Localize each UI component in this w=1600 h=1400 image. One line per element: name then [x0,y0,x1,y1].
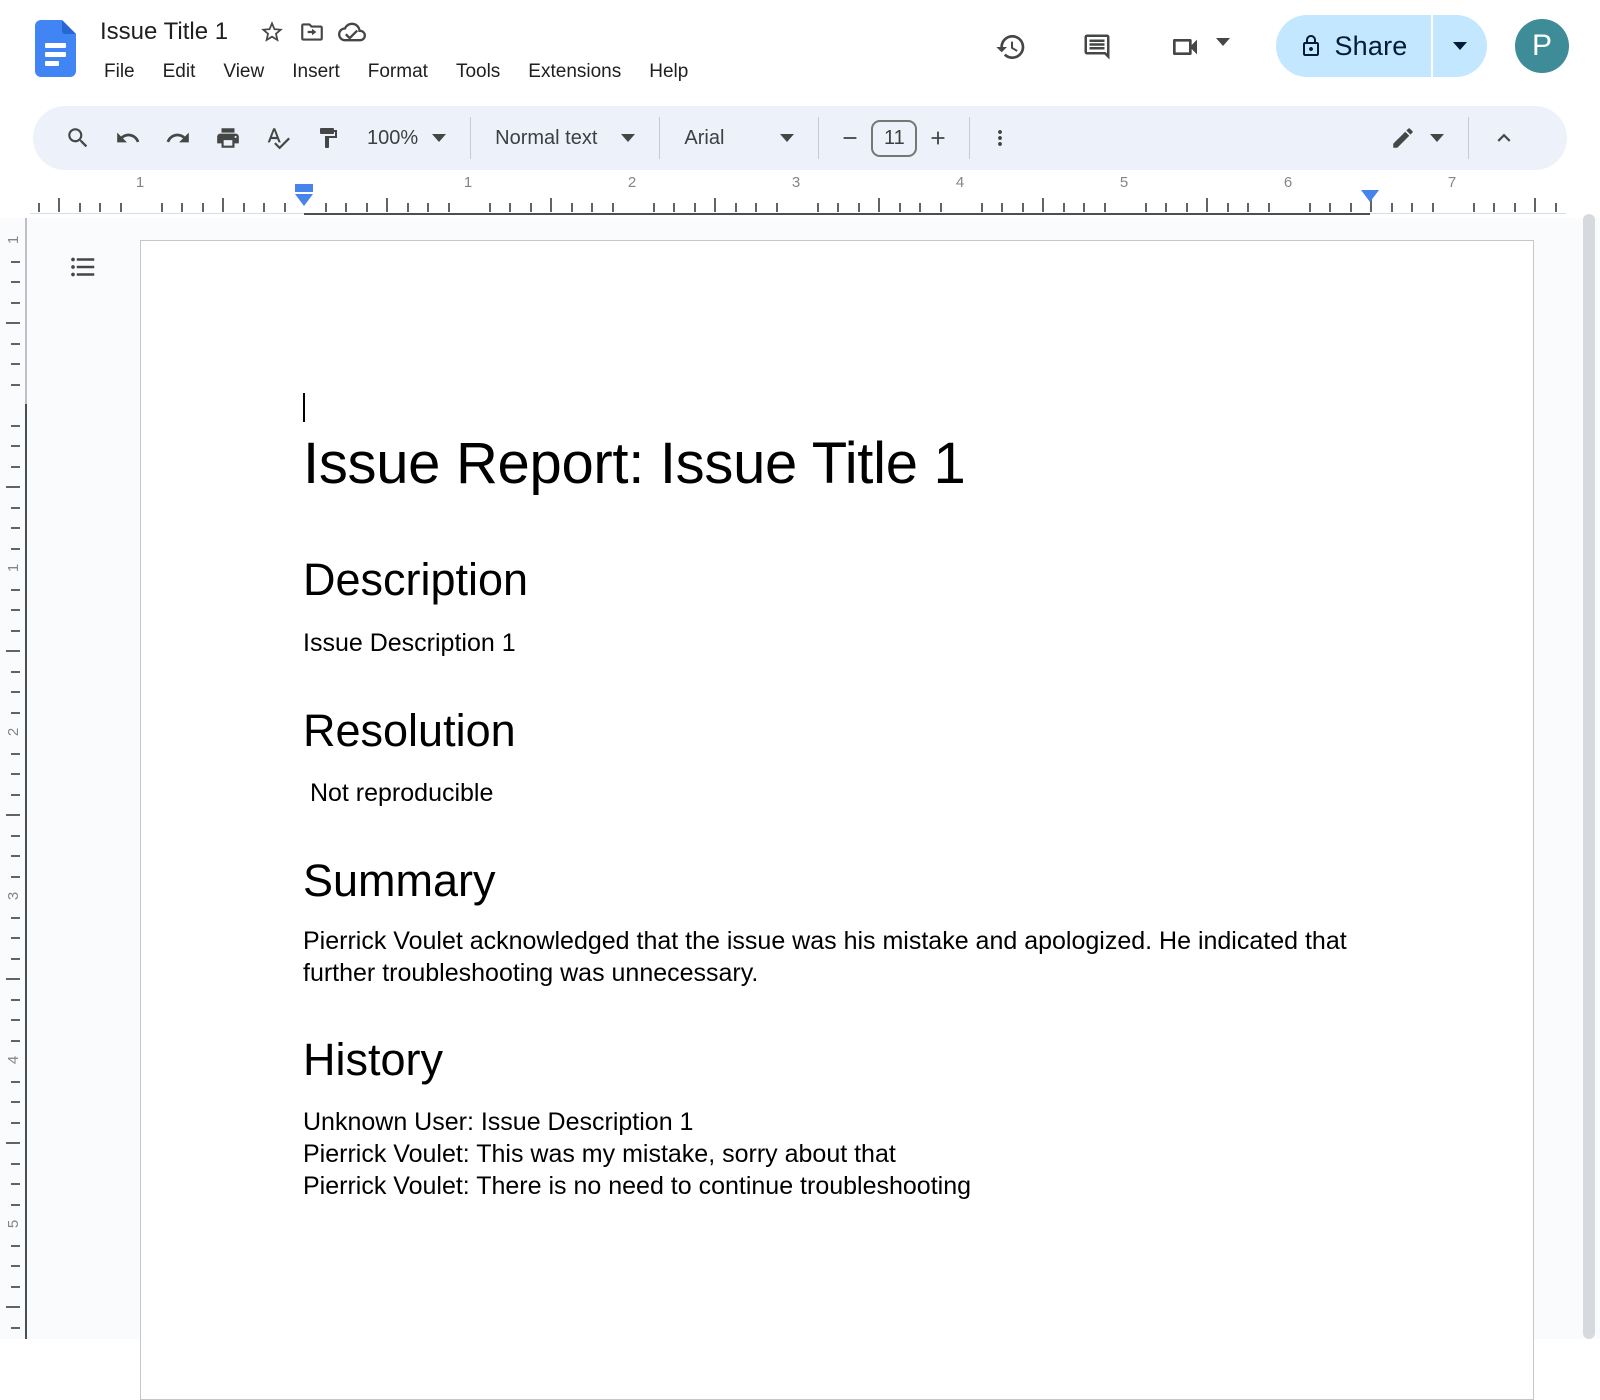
ruler-tick [99,203,101,212]
zoom-select[interactable] [353,113,460,163]
ruler-tick [6,486,20,488]
ruler-tick [1555,203,1557,212]
ruler-tick [161,203,163,212]
ruler-tick [11,1081,20,1083]
ruler-tick [263,203,265,212]
ruler-tick [79,203,81,212]
ruler-tick [11,1245,20,1247]
ruler-tick [325,203,327,212]
font-family-value: Arial [684,126,725,149]
ruler-number: 5 [6,1216,22,1232]
section-heading-description: Description [303,553,529,605]
ruler-tick [386,198,388,212]
share-button-label: Share [1334,30,1408,61]
ruler-number: 3 [787,174,805,192]
section-heading-resolution: Resolution [303,705,516,757]
empty-paragraph [303,391,1371,425]
vertical-ruler-margin-line [25,404,27,1339]
ruler-tick [1042,198,1044,212]
paragraph-style-value: Normal text [495,126,598,149]
meet-video-icon[interactable] [1162,24,1208,70]
paint-format-icon[interactable] [303,113,353,163]
ruler-tick [38,203,40,212]
ruler-tick [11,425,20,427]
section-body-resolution: Not reproducible [303,779,494,808]
ruler-tick [11,261,20,263]
ruler-tick [11,1265,20,1267]
move-folder-icon[interactable] [292,12,332,52]
toolbar-separator [1468,117,1469,159]
menu-extensions[interactable]: Extensions [528,61,622,82]
pencil-mode-icon [1390,125,1416,151]
menubar [90,54,702,90]
ruler-tick [11,1122,20,1124]
redo-icon[interactable] [153,113,203,163]
docs-logo-icon[interactable] [35,20,76,77]
zoom-caret-icon [432,134,446,142]
ruler-tick [1001,203,1003,212]
ruler-number: 1 [131,174,149,192]
ruler-number: 1 [6,232,22,248]
ruler-tick [1063,203,1065,212]
ruler-tick [1350,203,1352,212]
ruler-tick [11,466,20,468]
ruler-tick [1145,203,1147,212]
ruler-tick [6,650,20,652]
text-cursor [303,393,305,422]
comments-icon[interactable] [1074,24,1120,70]
ruler-tick [1514,203,1516,212]
ruler-tick [837,203,839,212]
ruler-tick [11,302,20,304]
search-icon[interactable] [53,113,103,163]
ruler-tick [11,1163,20,1165]
menu-file[interactable]: File [104,61,135,82]
ruler-tick [899,203,901,212]
ruler-tick [11,630,20,632]
ruler-tick [11,958,20,960]
menu-help[interactable]: Help [649,61,689,82]
ruler-tick [11,999,20,1001]
ruler-tick [11,1183,20,1185]
ruler-tick [878,198,880,212]
ruler-tick [407,203,409,212]
ruler-tick [858,203,860,212]
ruler-tick [1534,198,1536,212]
ruler-tick [6,978,20,980]
ruler-tick [11,1040,20,1042]
ruler-tick [1329,203,1331,212]
ruler-tick [755,203,757,212]
ruler-number: 4 [951,174,969,192]
undo-icon[interactable] [103,113,153,163]
spellcheck-icon[interactable] [253,113,303,163]
document-canvas [0,218,1600,1339]
ruler-tick [1186,203,1188,212]
history-line: Pierrick Voulet: There is no need to continue troubleshooting [303,1171,972,1200]
print-icon[interactable] [203,113,253,163]
menu-tools[interactable]: Tools [455,61,501,82]
ruler-tick [181,203,183,212]
doc-title-heading: Issue Report: Issue Title 1 [303,431,966,496]
ruler-tick [591,203,593,212]
zoom-value: 100% [367,126,419,149]
ruler-tick [11,855,20,857]
toolbar-separator [470,117,471,159]
ruler-tick [11,1101,20,1103]
ruler-tick [11,753,20,755]
ruler-tick [345,203,347,212]
ruler-number: 4 [6,1052,22,1068]
ruler-tick [6,1306,20,1308]
ruler-number: 5 [1115,174,1133,192]
meet-video-caret-icon[interactable] [1216,38,1230,46]
ruler-tick [11,671,20,673]
ruler-tick [11,917,20,919]
menu-format[interactable]: Format [367,61,428,82]
history-line: Unknown User: Issue Description 1 [303,1107,694,1136]
ruler-number: 1 [6,560,22,576]
toolbar-separator [659,117,660,159]
ruler-number: 3 [6,888,22,904]
toolbar [33,106,1567,170]
ruler-tick [1411,203,1413,212]
document-page[interactable] [140,240,1534,1400]
ruler-tick [11,794,20,796]
ruler-tick [981,203,983,212]
ruler-tick [11,548,20,550]
ruler-tick [427,203,429,212]
toolbar-separator [969,117,970,159]
menu-view[interactable]: View [223,61,265,82]
ruler-number: 2 [623,174,641,192]
account-avatar[interactable] [1515,19,1569,73]
ruler-tick [11,1204,20,1206]
ruler-tick [6,322,20,324]
ruler-tick [1432,203,1434,212]
ruler-tick [571,203,573,212]
ruler-margin-line [304,213,1370,215]
avatar-initial: P [1531,29,1552,62]
section-heading-summary: Summary [303,855,496,907]
ruler-tick [11,876,20,878]
left-indent-marker[interactable] [295,194,313,206]
ruler-tick [509,203,511,212]
ruler-tick [11,281,20,283]
cloud-saved-icon[interactable] [332,12,372,52]
ruler-tick [11,835,20,837]
ruler-tick [58,198,60,212]
ruler-tick [6,1142,20,1144]
ruler-tick [673,203,675,212]
ruler-tick [1268,203,1270,212]
ruler-tick [11,507,20,509]
vertical-scrollbar[interactable] [1583,214,1595,1339]
font-size-value: 11 [884,126,905,149]
ruler-number: 1 [459,174,477,192]
vertical-ruler[interactable] [0,218,27,1339]
ruler-tick [11,1327,20,1329]
ruler-tick [202,203,204,212]
ruler-tick [735,203,737,212]
horizontal-ruler[interactable] [0,172,1600,218]
editing-mode-select[interactable] [1376,113,1458,163]
toolbar-right-group [1376,106,1529,170]
ruler-tick [284,203,286,212]
ruler-tick [11,384,20,386]
ruler-tick [11,363,20,365]
font-size-input[interactable] [871,120,917,157]
ruler-tick [1104,203,1106,212]
editing-mode-caret-icon [1430,134,1444,142]
ruler-tick [530,203,532,212]
version-history-icon[interactable] [988,24,1034,70]
ruler-tick [489,203,491,212]
ruler-tick [11,937,20,939]
font-size-decrease-icon[interactable] [829,113,871,163]
font-family-caret-icon [780,134,794,142]
kebab-menu-icon[interactable] [980,113,1020,163]
ruler-tick [11,1019,20,1021]
ruler-tick [448,203,450,212]
ruler-tick [11,712,20,714]
toolbar-separator [818,117,819,159]
document-title-row [100,12,372,52]
history-lines [303,1106,1371,1202]
share-dropdown[interactable] [1433,15,1487,77]
ruler-tick [11,343,20,345]
ruler-tick [11,589,20,591]
section-body-summary: Pierrick Voulet acknowledged that the issue was his mistake and apologized. He indicated that further troubleshooting was unnecessary. [303,926,1354,987]
ruler-tick [1165,203,1167,212]
ruler-tick [714,198,716,212]
ruler-tick [940,203,942,212]
share-caret-icon [1453,42,1467,50]
ruler-tick [653,203,655,212]
ruler-tick [1309,203,1311,212]
ruler-tick [243,203,245,212]
ruler-tick [11,691,20,693]
font-size-increase-icon[interactable] [917,113,959,163]
history-line: Pierrick Voulet: This was my mistake, sorry about that [303,1139,896,1168]
share-button-main[interactable] [1276,15,1431,77]
ruler-number: 2 [6,724,22,740]
menu-insert[interactable]: Insert [292,61,340,82]
ruler-tick [817,203,819,212]
ruler-tick [366,203,368,212]
chevron-up-icon[interactable] [1479,113,1529,163]
ruler-tick [6,814,20,816]
ruler-tick [1206,198,1208,212]
ruler-tick [1247,203,1249,212]
ruler-tick [222,198,224,212]
ruler-tick [1083,203,1085,212]
star-icon[interactable] [252,12,292,52]
document-content [141,241,1533,1202]
ruler-tick [11,527,20,529]
document-title[interactable]: Issue Title 1 [100,18,229,45]
paragraph-style-caret-icon [621,134,635,142]
header [0,0,1600,104]
ruler-tick [11,773,20,775]
lock-icon [1299,34,1323,58]
share-button[interactable] [1276,15,1487,77]
ruler-tick [120,203,122,212]
ruler-tick [612,203,614,212]
ruler-tick [11,609,20,611]
ruler-tick [1391,203,1393,212]
ruler-tick [11,445,20,447]
font-family-select[interactable] [670,113,808,163]
paragraph-style-select[interactable] [481,113,649,163]
ruler-tick [694,203,696,212]
ruler-tick [1473,203,1475,212]
ruler-tick [919,203,921,212]
section-heading-history: History [303,1033,444,1085]
document-outline-icon[interactable] [62,246,104,288]
right-indent-marker[interactable] [1361,190,1379,202]
ruler-number: 6 [1279,174,1297,192]
section-body-description: Issue Description 1 [303,629,516,658]
ruler-tick [550,198,552,212]
ruler-tick [1227,203,1229,212]
first-line-indent-marker[interactable] [295,184,313,192]
ruler-tick [11,1286,20,1288]
menu-edit[interactable]: Edit [162,61,196,82]
ruler-tick [1022,203,1024,212]
ruler-number: 7 [1443,174,1461,192]
ruler-tick [1493,203,1495,212]
ruler-tick [776,203,778,212]
